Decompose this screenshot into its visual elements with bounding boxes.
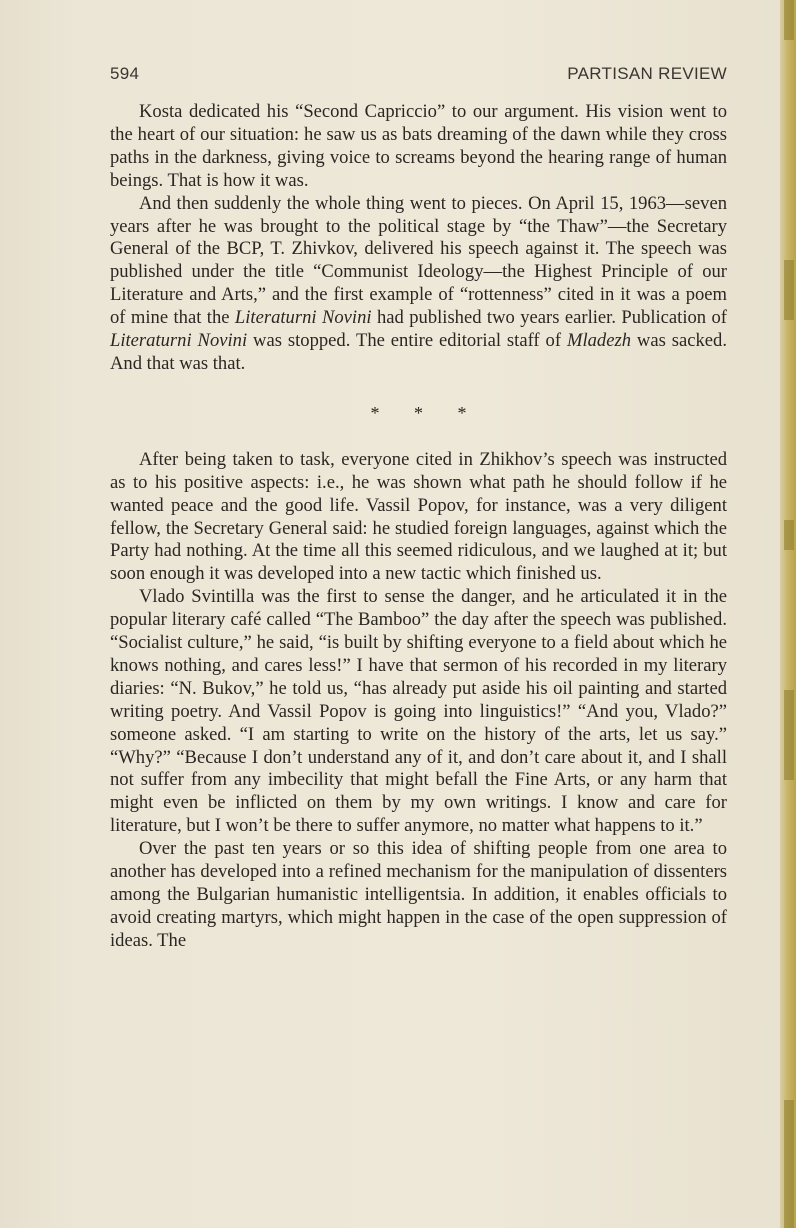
text-run: had published two years earlier. Publication of bbox=[371, 307, 727, 329]
paragraph: After being taken to task, everyone cited in Zhikhov’s speech was instructed as to his positive aspects: i.e., he was shown what path he should follow if he wanted peace and the good life. Vassil Popov, for instance, was a very diligent fellow, the Secretary General said: he studied foreign languages, against which the Party had nothing. At the time all this seemed ridiculous, and we laughed at it; but soon enough it was developed into a new tactic which finished us. bbox=[110, 448, 727, 585]
edge-mark bbox=[784, 0, 794, 40]
paragraph bbox=[110, 193, 727, 376]
italic-title: Mladezh bbox=[566, 330, 631, 352]
text-run: was stopped. The entire editorial staff of bbox=[247, 330, 567, 352]
italic-title: Literaturni Novini bbox=[110, 330, 248, 352]
section-separator: * * * bbox=[370, 402, 467, 423]
article-body bbox=[110, 101, 727, 953]
edge-mark bbox=[784, 690, 794, 780]
text-run: And then suddenly the whole thing went to pieces. On April 15, 1963—seven years after he was brought to the political stage by “the Thaw”—the Secretary General of the BCP, T. Zhivkov, delivered his speech against it. The speech was published under the title “Communist Ideology—the Highest Principle of our Literature and Arts,” and the first example of “rottenness” cited in it was a poem of mine that the bbox=[110, 192, 727, 329]
paragraph: Over the past ten years or so this idea of shifting people from one area to another has developed into a refined mechanism for the manipulation of dissenters among the Bulgarian humanistic intelligentsia. In addition, it enables officials to avoid creating martyrs, which might happen in the case of the open suppression of ideas. The bbox=[110, 838, 727, 951]
italic-title: Literaturni Novini bbox=[234, 307, 372, 329]
edge-mark bbox=[784, 260, 794, 320]
paragraph: Vlado Svintilla was the first to sense the danger, and he articulated it in the popular literary café called “The Bamboo” the day after the speech was published. “Socialist culture,” he said, “is built by shifting everyone to a field about which he knows nothing, and cares less!” I have that sermon of his recorded in my literary diaries: “N. Bukov,” he told us, “has already put aside his oil painting and started writing poetry. And Vassil Popov is going into linguistics!” “And you, Vlado?” someone asked. “I am starting to write on the history of the arts, let us say.” “Why?” “Because I don’t understand any of it, and don’t care about it, and I shall not suffer from any imbecility that might befall the Fine Arts, or any harm that might even be inflicted on them by my own writings. I know and care for literature, but I won’t be there to suffer anymore, no matter what happens to it.” bbox=[110, 586, 727, 837]
paragraph: Kosta dedicated his “Second Capriccio” to our argument. His vision went to the heart of our situation: he saw us as bats dreaming of the dawn while they cross paths in the darkness, giving voice to screams beyond the hearing range of human beings. That is how it was. bbox=[110, 101, 727, 191]
running-title: PARTISAN REVIEW bbox=[567, 64, 727, 83]
text-run: was sacked. And that was that. bbox=[110, 330, 727, 374]
page-header bbox=[110, 64, 727, 88]
edge-mark bbox=[784, 1100, 794, 1228]
page-number: 594 bbox=[110, 64, 140, 83]
page-edge bbox=[780, 0, 796, 1228]
edge-mark bbox=[784, 520, 794, 550]
